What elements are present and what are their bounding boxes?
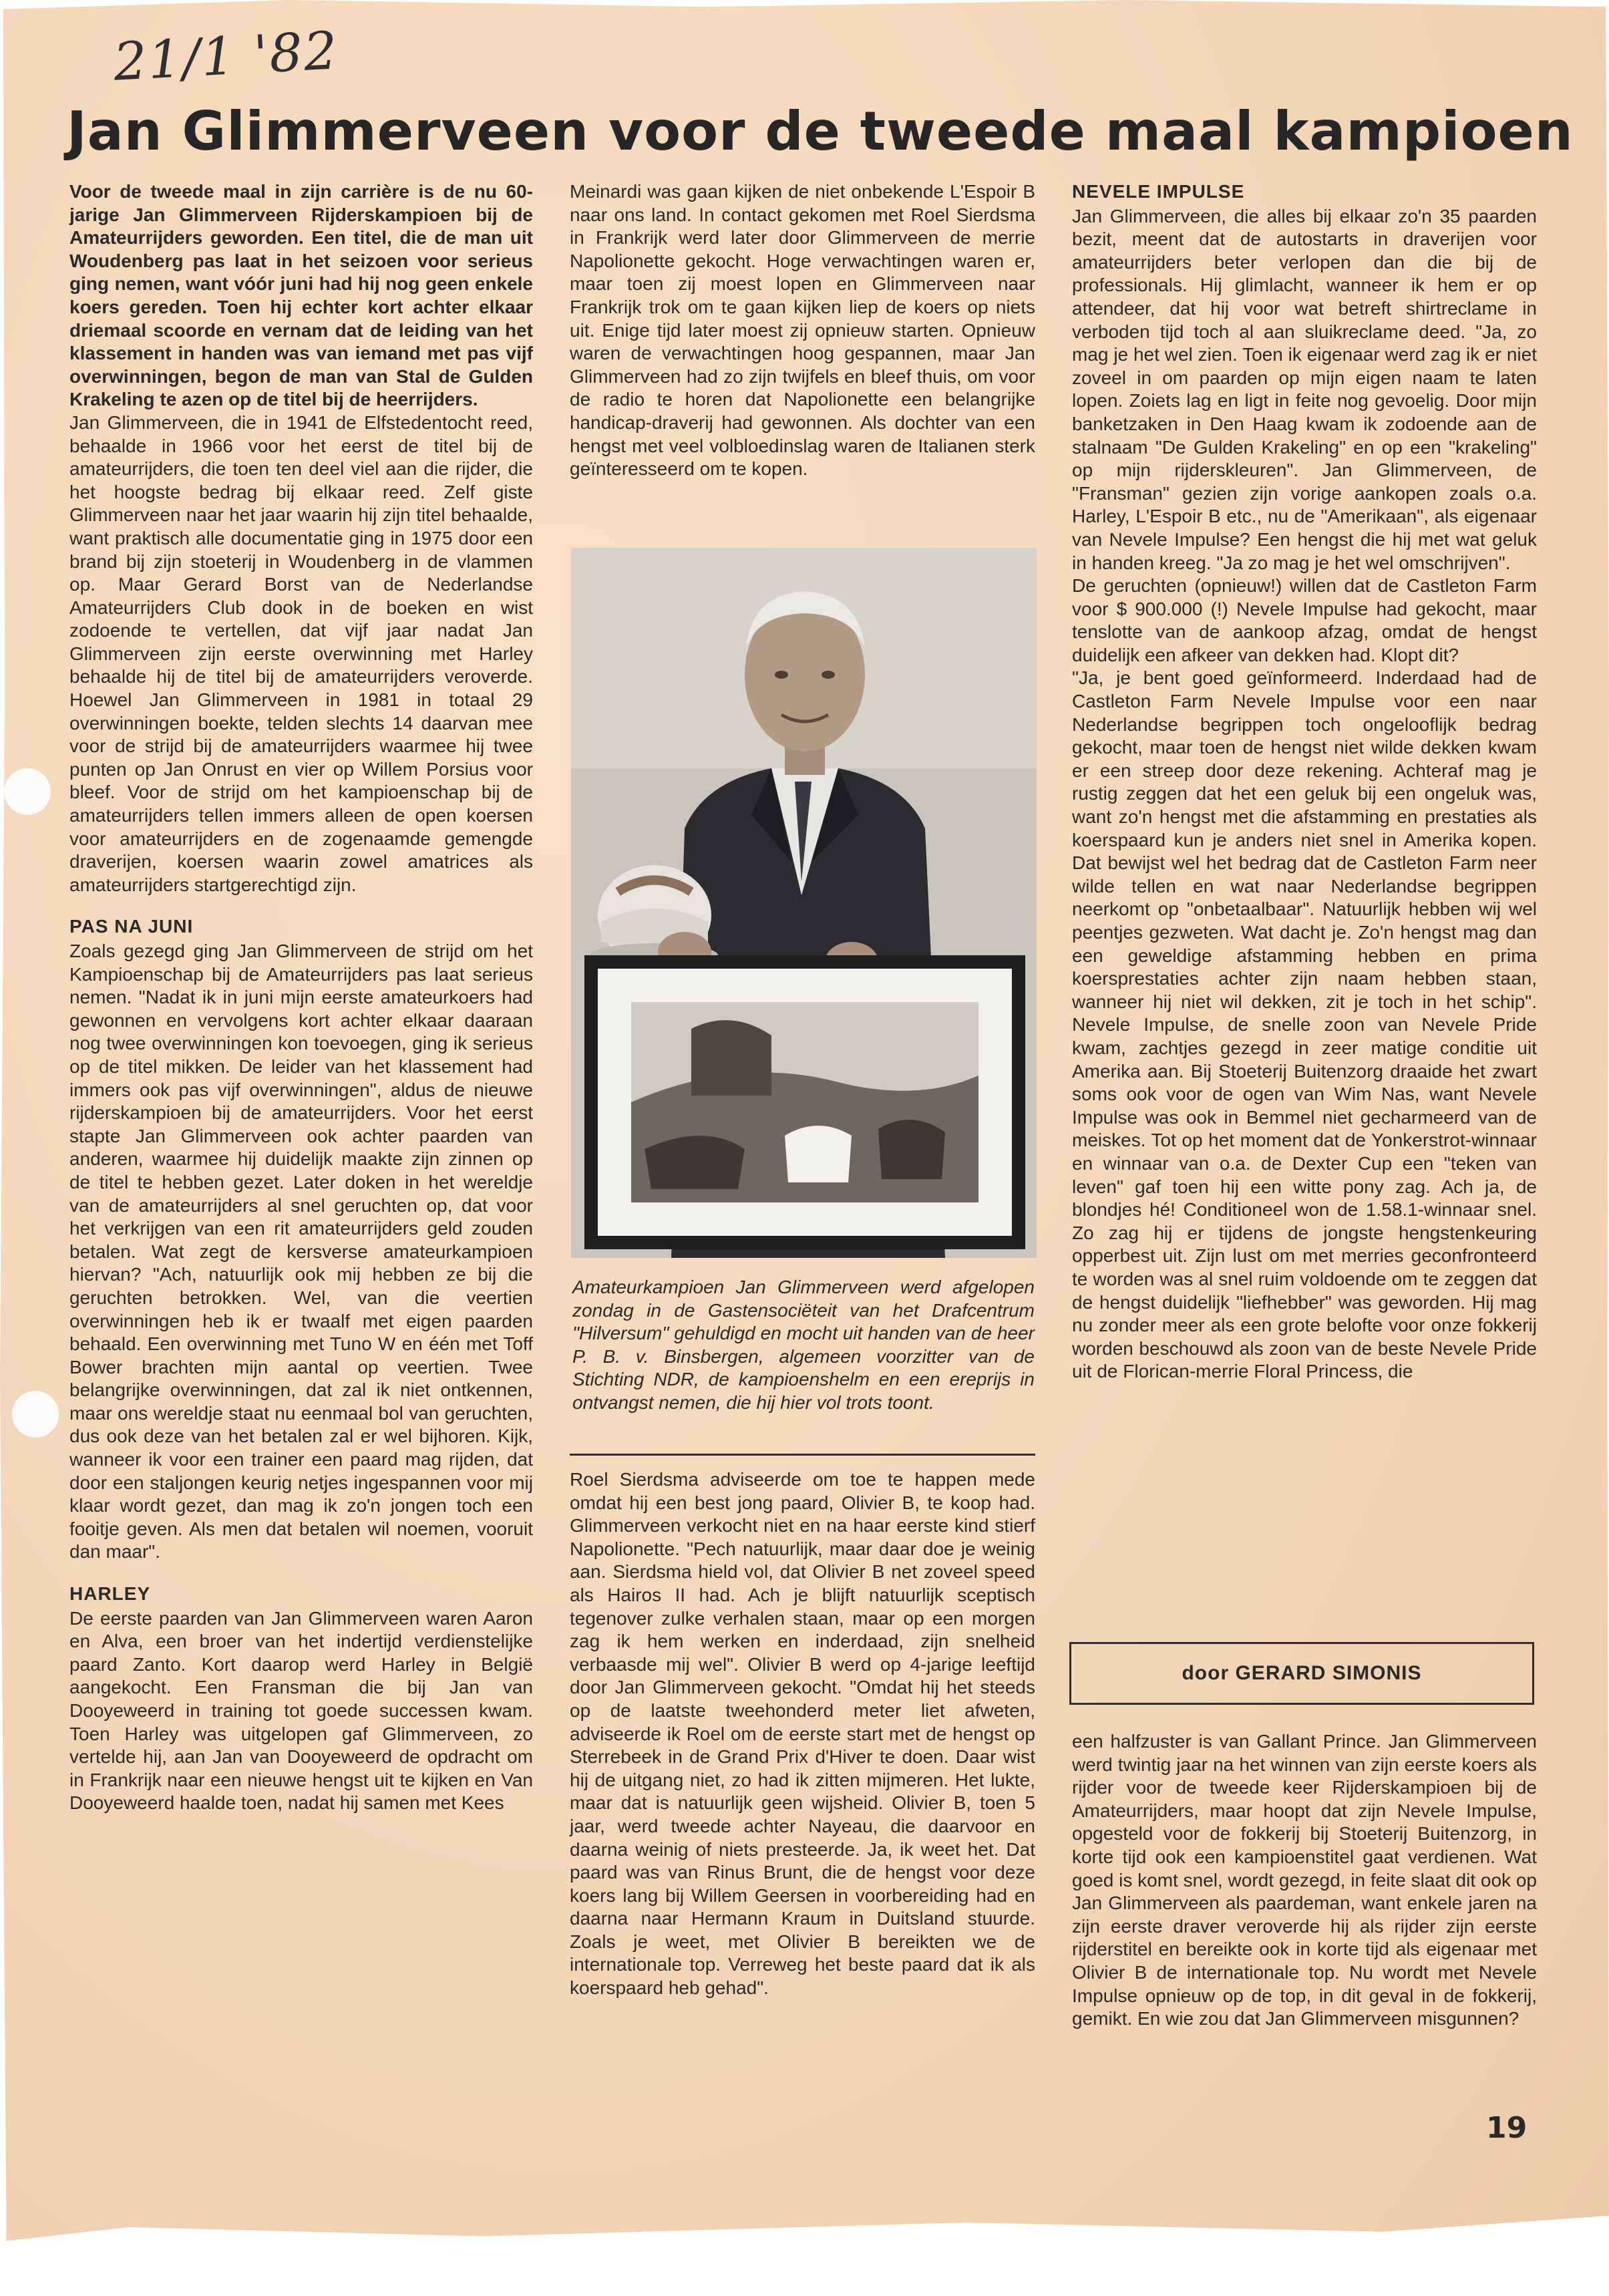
paragraph: De eerste paarden van Jan Glimmerveen waren Aaron en Alva, een broer van het indertijd verdienstelijke paard Zanto. Kort daarop werd Harley in België aangekocht. Een Fransman die bij Jan van Dooyeweerd in training tot goede successen kwam. Toen Harley was uitgelopen gaf Glimmerveen, zo vertelde hij, aan Jan van Dooyeweerd de opdracht om in Frankrijk naar een nieuwe hengst uit te kijken en Van Dooyeweerd haalde toen, nadat hij samen met Kees (69, 1607, 533, 1814)
article-column-3 (1072, 180, 1537, 1383)
paragraph: Roel Sierdsma adviseerde om toe te happen mede omdat hij een best jong paard, Olivier B, te koop had. Glimmerveen verkocht niet en na haar eerste kind stierf Napolionette. "Pech natuurlijk, maar daar doe je weinig aan. Sierdsma hield vol, dat Olivier B net zoveel speed als Hairos II had. Ach je blijft natuurlijk sceptisch tegenover zulke verhalen staan, maar op een morgen zag ik hem werken en inderdaad, zijn snelheid verbaasde mij wel". Olivier B werd op 4-jarige leeftijd door Jan Glimmerveen gekocht. "Omdat hij het steeds op de laatste tweehonderd meter liet afweten, adviseerde ik Roel om de eerste start met de hengst op Sterrebeek in de Grand Prix d'Hiver te doen. Daar wist hij de uitgang niet, zo had ik zitten mijmeren. Het lukte, maar dat is natuurlijk geen wijsheid. Olivier B, toen 5 jaar, werd tweede achter Nayeau, die daarvoor en daarna weinig of niets presteerde. Ja, ik weet het. Dat paard was van Rinus Brunt, die de hengst voor deze koers lang bij Willem Geersen in voorbereiding had en daarna naar Hermann Kraum in Duitsland stuurde. Zoals je weet, met Olivier B bereikten we de internationale top. Verreweg het beste paard dat ik als koerspaard heb gehad". (570, 1469, 1035, 1999)
author-byline: door GERARD SIMONIS (1069, 1642, 1534, 1705)
paragraph: "Ja, je bent goed geïnformeerd. Inderdaad had de Castleton Farm Nevele Impulse voor een naar Nederlandse begrippen toch ongelooflijk bedrag gekocht, maar toen de hengst niet wilde dekken kwam er een streep door deze rekening. Achteraf mag je rustig zeggen dat het een geluk bij een ongeluk was, want zo'n hengst met die afstamming en prestaties als koerspaard kun je anders niet snel in Amerika kopen. Dat bewijst wel het bedrag dat de Castleton Farm neer wilde tellen en wat naar Nederlandse begrippen neerkomt op "onbetaalbaar". Natuurlijk hebben wij wel peentjes gezweten. Wat dacht je. Zo'n hengst mag dan een geweldige afstamming hebben en prima koersprestaties achter zijn naam hebben staan, wanneer hij niet wil dekken, zit je toch in het schip". Nevele Impulse, de snelle zoon van Nevele Pride kwam, zachtjes gezegd in zeer matige conditie uit Amerika aan. Bij Stoeterij Buitenzorg draaide het zwart soms ook voor de ogen van Wim Nas, want Nevele Impulse was ook in Bemmel niet gecharmeerd van de meiskes. Tot op het moment dat de Yonkerstrot-winnaar en winnaar van o.a. de Dexter Cup een "teken van leven" gaf toen hij een witte pony zag. Ach ja, de blondjes hé! Conditioneel won de 1.58.1-winnaar snel. Zo zag hij er tijdens de jongste hengstenkeuring opperbest uit. Zijn lust om met merries geconfronteerd te worden was al snel ruim voldoende om te zeggen dat de hengst duidelijk "liefhebber" was geworden. Hij mag nu zonder meer als een grote belofte voor onze fokkerij worden beschouwd als zoon van de beste Nevele Pride uit de Florican-merrie Floral Princess, die (1072, 667, 1537, 1382)
paragraph: een halfzuster is van Gallant Prince. Jan Glimmerveen werd twintig jaar na het winnen van zijn eerste koers als rijder voor de tweede keer Rijderskampioen bij de Amateurrijders, maar hoopt dat zijn Nevele Impulse, opgesteld voor de fokkerij bij Stoeterij Buitenzorg, in korte tijd ook een kampioenstitel gaat verdienen. Wat goed is komt snel, wordt gezegd, in feite slaat dit ook op Jan Glimmerveen als paardeman, want enkele jaren na zijn eerste draver veroverde hij als rijder zijn eerste rijderstitel en bereikte ook in korte tijd als eigenaar met Olivier B de internationale top. Nu wordt met Nevele Impulse opnieuw op de top, in dit geval in de fokkerij, gemikt. En wie zou dat Jan Glimmerveen misgunnen? (1072, 1731, 1537, 2029)
handwritten-date: 21/1 '82 (112, 21, 340, 93)
photo-illustration (571, 548, 1037, 1258)
punch-hole (12, 1391, 59, 1438)
paragraph: Meinardi was gaan kijken de niet onbekende L'Espoir B naar ons land. In contact gekomen met Roel Sierdsma in Frankrijk werd later door Glimmerveen de merrie Napolionette gekocht. Hoge verwachtingen waren er, maar toen zij moest lopen en Glimmerveen naar Frankrijk trok om te gaan kijken liep de koers op niets uit. Enige tijd later moest zij opnieuw starten. Opnieuw waren de verwachtingen hoog gespannen, maar Jan Glimmerveen had zo zijn twijfels en bleef thuis, om voor de radio te horen dat Napolionette een belangrijke handicap-draverij had gewonnen. Als dochter van een hengst met veel volbloedinslag waren de Italianen sterk geïnteresseerd om te kopen. (570, 181, 1035, 480)
paragraph: Jan Glimmerveen, die alles bij elkaar zo'n 35 paarden bezit, meent dat de autostarts in draverijen voor amateurrijders beter verlopen dan die bij de professionals. Hij glimlacht, wanneer ik hem er op attendeer, dat hij voor wat betreft shirtreclame in verboden tijd toch al aan sluikreclame deed. "Ja, zo mag je het wel zien. Toen ik eigenaar werd zag ik er niet zoveel in om paarden op mijn eigen naam te laten lopen. Zoiets lag en ligt in feite nog gevoelig. Door mijn banketzaken in Den Haag kwam ik zodoende aan de stalnaam "De Gulden Krakeling" en op een "krakeling" op mijn rijderskleuren". Jan Glimmerveen, de "Fransman" gezien zijn vorige aankopen zoals o.a. Harley, L'Espoir B etc., nu de "Amerikaan", als eigenaar van Nevele Impulse? Een hengst die hij met wat geluk in handen kreeg. "Ja zo mag je het wel omschrijven". (1072, 205, 1537, 573)
subheading: HARLEY (69, 1583, 151, 1605)
photo-caption: Amateurkampioen Jan Glimmerveen werd afgelopen zondag in de Gastensociëteit van het Drafcentrum "Hilversum" gehuldigd en mocht uit handen van de heer P. B. v. Binsbergen, algemeen voorzitter van de Stichting NDR, de kampioenshelm en een ereprijs in ontvangst nemen, die hij hier vol trots toont. (572, 1277, 1035, 1413)
article-column-3-continued (1072, 1730, 1537, 2031)
paragraph: Zoals gezegd ging Jan Glimmerveen de strijd om het Kampioenschap bij de Amateurrijders pas laat serieus nemen. "Nadat ik in juni mijn eerste amateurkoers had gewonnen en vervolgens kort achter elkaar daaraan nog twee overwinningen kon toevoegen, ging ik serieus op de titel mikken. De leider van het klassement had immers ook pas vijf overwinningen", aldus de nieuwe rijderskampioen bij de amateurrijders. Voor het eerst stapte Jan Glimmerveen ook achter paarden van anderen, waarmee hij duidelijk maakte zijn zinnen op de titel te hebben gezet. Later doken in het wereldje van de amateurrijders al snel geruchten op, dat voor het verkrijgen van een rit amateurrijders geld zouden betalen. Wat zegt de kersverse amateurkampioen hiervan? "Ach, natuurlijk ook mij hebben ze bij die geruchten betrokken. Wel, van die veertien overwinningen heb ik er twaalf met eigen paarden behaald. Een overwinning met Tuno W en één met Toff Bower brachten mijn aantal op veertien. Twee belangrijke overwinningen, dat zal ik niet ontkennen, maar ons wereldje staat nu eenmaal bol van geruchten, dus ook deze van het betalen zal er wel bijhoren. Kijk, wanneer ik voor een trainer een paard mag rijden, dat door een staljongen keurig netjes ingespannen voor mij klaar wordt gezet, dan mag ik zo'n jongen toch een fooitje geven. Als men dat betalen wil noemen, vooruit dan maar". (69, 941, 533, 1563)
lead-paragraph: Voor de tweede maal in zijn carrière is de nu 60-jarige Jan Glimmerveen Rijderskampioen bij de Amateurrijders geworden. Een titel, die de man uit Woudenberg pas laat in het seizoen voor serieus ging nemen, want vóór juni had hij nog geen enkele koers gereden. Toen hij echter kort achter elkaar driemaal scoorde en vernam dat de leiding van het klassement in handen was van iemand met pas vijf overwinningen, begon de man van Stal de Gulden Krakeling te azen op de titel bij de heerrijders. (69, 181, 533, 410)
paragraph: De geruchten (opnieuw!) willen dat de Castleton Farm voor $ 900.000 (!) Nevele Impulse had gekocht, maar tenslotte van de aankoop afzag, omdat de hengst duidelijk een afkeer van dekken had. Klopt dit? (1072, 575, 1537, 665)
divider (570, 1454, 1035, 1456)
punch-hole (4, 768, 51, 815)
headline: Jan Glimmerveen voor de tweede maal kampioen (67, 100, 1574, 162)
subheading: PAS NA JUNI (69, 916, 194, 937)
subheading: NEVELE IMPULSE (1072, 181, 1245, 202)
article-photo (571, 548, 1037, 1258)
article-column-2 (570, 180, 1035, 481)
article-column-2-continued (570, 1468, 1035, 2000)
article-column-1 (69, 180, 533, 1815)
page-number: 19 (1486, 2111, 1528, 2145)
paragraph: Jan Glimmerveen, die in 1941 de Elfstedentocht reed, behaalde in 1966 voor het eerst de titel bij de amateurrijders, die toen ten deel viel aan die rijder, die het hoogste bedrag bij elkaar reed. Zelf giste Glimmerveen naar het jaar waarin hij zijn titel behaalde, want praktisch alle documentatie ging in 1975 door een brand bij zijn stoeterij in Woudenberg in de vlammen op. Maar Gerard Borst van de Nederlandse Amateurrijders Club dook in de boeken en wist zodoende te vertellen, dat vijf jaar nadat Jan Glimmerveen zijn eerste overwinning met Harley behaalde hij de titel bij de amateurrijders veroverde. Hoewel Jan Glimmerveen in 1981 in totaal 29 overwinningen boekte, telden slechts 14 daarvan mee voor de strijd bij de amateurrijders waarmee hij twee punten op Jan Onrust en vier op Willem Porsius voor bleef. Voor de strijd om het kampioenschap bij de amateurrijders tellen immers alleen de open koersen voor amateurrijders en de zogenaamde gemengde draverijen, koersen waarin zowel amatrices als amateurrijders startgerechtigd zijn. (69, 412, 533, 895)
